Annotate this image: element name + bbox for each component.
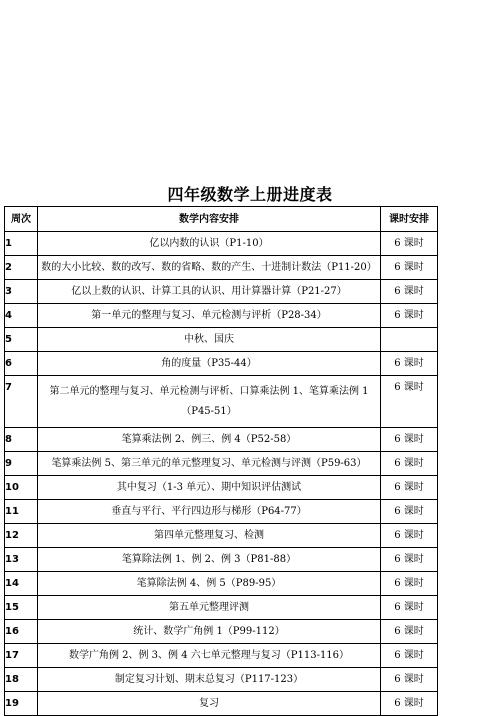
hours-cell: 6 课时 [381, 548, 438, 572]
hours-cell: 6 课时 [381, 692, 438, 716]
table-row [5, 428, 438, 452]
hours-cell: 6 课时 [381, 668, 438, 692]
document-title: 四年级数学上册进度表 [167, 185, 333, 204]
week-cell: 17 [5, 644, 38, 668]
header-hours: 课时安排 [381, 207, 438, 232]
content-cell: 第二单元的整理与复习、单元检测与评析、口算乘法例 1、笔算乘法例 1（P45-51） [38, 376, 381, 428]
table-header-row [5, 207, 438, 232]
table-row [5, 256, 438, 280]
header-content: 数学内容安排 [38, 207, 381, 232]
hours-cell: 6 课时 [381, 280, 438, 304]
table-row [5, 524, 438, 548]
table-row [5, 376, 438, 428]
content-cell: 其中复习（1-3 单元）、期中知识评估测试 [38, 476, 381, 500]
content-cell: 角的度量（P35-44） [38, 352, 381, 376]
table-row [5, 328, 438, 352]
content-cell: 垂直与平行、平行四边形与梯形（P64-77） [38, 500, 381, 524]
week-cell: 4 [5, 304, 38, 328]
week-cell: 1 [5, 232, 38, 256]
table-row [5, 620, 438, 644]
hours-cell: 6 课时 [381, 376, 438, 428]
table-row [5, 476, 438, 500]
hours-cell: 6 课时 [381, 596, 438, 620]
content-cell: 笔算乘法例 2、例三、例 4（P52-58） [38, 428, 381, 452]
week-cell: 8 [5, 428, 38, 452]
table-row [5, 644, 438, 668]
hours-cell: 6 课时 [381, 352, 438, 376]
table-row [5, 596, 438, 620]
table-row [5, 548, 438, 572]
week-cell: 2 [5, 256, 38, 280]
content-cell: 亿以内数的认识（P1-10） [38, 232, 381, 256]
week-cell: 10 [5, 476, 38, 500]
hours-cell: 6 课时 [381, 620, 438, 644]
table-row [5, 692, 438, 716]
content-cell: 亿以上数的认识、计算工具的认识、用计算器计算（P21-27） [38, 280, 381, 304]
table-row [5, 452, 438, 476]
hours-cell: 6 课时 [381, 232, 438, 256]
table-row [5, 304, 438, 328]
content-cell: 制定复习计划、期末总复习（P117-123） [38, 668, 381, 692]
content-cell: 中秋、国庆 [38, 328, 381, 352]
hours-cell: 6 课时 [381, 524, 438, 548]
week-cell: 7 [5, 376, 38, 428]
week-cell: 16 [5, 620, 38, 644]
week-cell: 14 [5, 572, 38, 596]
content-cell: 复习 [38, 692, 381, 716]
content-cell: 数学广角例 2、例 3、例 4 六七单元整理与复习（P113-116） [38, 644, 381, 668]
week-cell: 13 [5, 548, 38, 572]
content-cell: 第四单元整理复习、检测 [38, 524, 381, 548]
hours-cell: 6 课时 [381, 500, 438, 524]
hours-cell: 6 课时 [381, 428, 438, 452]
hours-cell: 6 课时 [381, 452, 438, 476]
week-cell: 15 [5, 596, 38, 620]
content-cell: 笔算除法例 1、例 2、例 3（P81-88） [38, 548, 381, 572]
content-cell: 第五单元整理评测 [38, 596, 381, 620]
hours-cell: 6 课时 [381, 644, 438, 668]
table-row [5, 668, 438, 692]
week-cell: 3 [5, 280, 38, 304]
content-cell: 第一单元的整理与复习、单元检测与评析（P28-34） [38, 304, 381, 328]
content-cell: 笔算乘法例 5、第三单元的单元整理复习、单元检测与评测（P59-63） [38, 452, 381, 476]
week-cell: 9 [5, 452, 38, 476]
table-row [5, 352, 438, 376]
week-cell: 18 [5, 668, 38, 692]
table-row [5, 500, 438, 524]
week-cell: 19 [5, 692, 38, 716]
week-cell: 11 [5, 500, 38, 524]
hours-cell: 6 课时 [381, 572, 438, 596]
schedule-table [4, 206, 438, 716]
header-week: 周次 [5, 207, 38, 232]
hours-cell [381, 328, 438, 352]
week-cell: 6 [5, 352, 38, 376]
content-cell: 统计、数学广角例 1（P99-112） [38, 620, 381, 644]
week-cell: 12 [5, 524, 38, 548]
table-row [5, 280, 438, 304]
hours-cell: 6 课时 [381, 256, 438, 280]
hours-cell: 6 课时 [381, 304, 438, 328]
week-cell: 5 [5, 328, 38, 352]
content-cell: 笔算除法例 4、例 5（P89-95） [38, 572, 381, 596]
hours-cell: 6 课时 [381, 476, 438, 500]
content-cell: 数的大小比较、数的改写、数的省略、数的产生、十进制计数法（P11-20） [38, 256, 381, 280]
table-row [5, 232, 438, 256]
table-row [5, 572, 438, 596]
